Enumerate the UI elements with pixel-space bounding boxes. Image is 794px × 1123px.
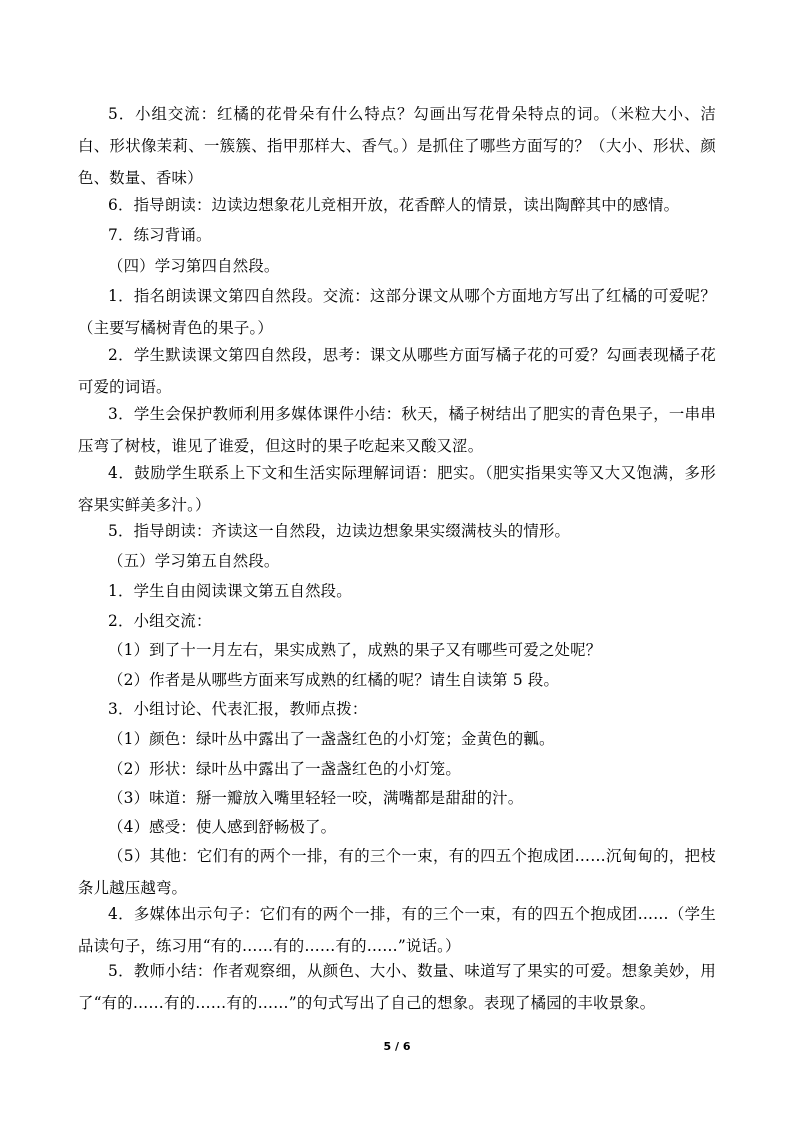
paragraph: （5）其他：它们有的两个一排，有的三个一束，有的四五个抱成团……沉甸甸的，把枝条儿越压越弯。 — [78, 847, 716, 897]
section-heading: （五）学习第五自然段。 — [108, 552, 280, 570]
paragraph: （1）到了十一月左右，果实成熟了，成熟的果子又有哪些可爱之处呢？ — [108, 641, 602, 659]
paragraph: 5．指导朗读：齐读这一自然段，边读边想象果实缀满枝头的情形。 — [108, 522, 571, 540]
paragraph: 3．学生会保护教师利用多媒体课件小结：秋天，橘子树结出了肥实的青色果子，一串串压弯了树枝，谁见了谁爱，但这时的果子吃起来又酸又涩。 — [78, 405, 716, 455]
paragraph: 5．教师小结：作者观察细，从颜色、大小、数量、味道写了果实的可爱。想象美妙，用了“有的……有的……有的……”的句式写出了自己的想象。表现了橘园的丰收景象。 — [78, 962, 716, 1012]
paragraph: （2）形状：绿叶丛中露出了一盏盏红色的小灯笼。 — [108, 760, 461, 778]
paragraph: （4）感受：使人感到舒畅极了。 — [108, 818, 337, 836]
section-heading: （四）学习第四自然段。 — [108, 257, 280, 275]
paragraph: 6．指导朗读：边读边想象花儿竞相开放，花香醉人的情景，读出陶醉其中的感情。 — [108, 196, 680, 214]
page-number: 5 / 6 — [383, 1040, 411, 1053]
paragraph: （3）味道：掰一瓣放入嘴里轻轻一咬，满嘴都是甜甜的汁。 — [108, 789, 524, 807]
paragraph: 4．鼓励学生联系上下文和生活实际理解词语：肥实。（肥实指果实等又大又饱满，多形容果实鲜美多汁。） — [78, 464, 716, 514]
paragraph: （2）作者是从哪些方面来写成熟的红橘的呢？请生自读第 5 段。 — [108, 671, 560, 689]
paragraph: 3．小组讨论、代表汇报，教师点拨： — [108, 700, 368, 718]
paragraph: 7．练习背诵。 — [108, 226, 212, 244]
paragraph: 2．小组交流： — [108, 612, 212, 630]
paragraph: 1．指名朗读课文第四自然段。交流：这部分课文从哪个方面地方写出了红橘的可爱呢？（主要写橘树青色的果子。） — [78, 287, 716, 337]
paragraph: 1．学生自由阅读课文第五自然段。 — [108, 582, 352, 600]
paragraph: （1）颜色：绿叶丛中露出了一盏盏红色的小灯笼；金黄色的瓤。 — [108, 730, 555, 748]
paragraph: 2．学生默读课文第四自然段，思考：课文从哪些方面写橘子花的可爱？勾画表现橘子花可爱的词语。 — [78, 346, 716, 396]
paragraph: 4．多媒体出示句子：它们有的两个一排，有的三个一束，有的四五个抱成团……（学生品读句子，练习用“有的……有的……有的……”说话。） — [78, 905, 716, 955]
paragraph: 5．小组交流：红橘的花骨朵有什么特点？勾画出写花骨朵特点的词。（米粒大小、洁白、形状像茉莉、一簇簇、指甲那样大、香气。）是抓住了哪些方面写的？（大小、形状、颜色、数量、香味） — [78, 105, 716, 187]
